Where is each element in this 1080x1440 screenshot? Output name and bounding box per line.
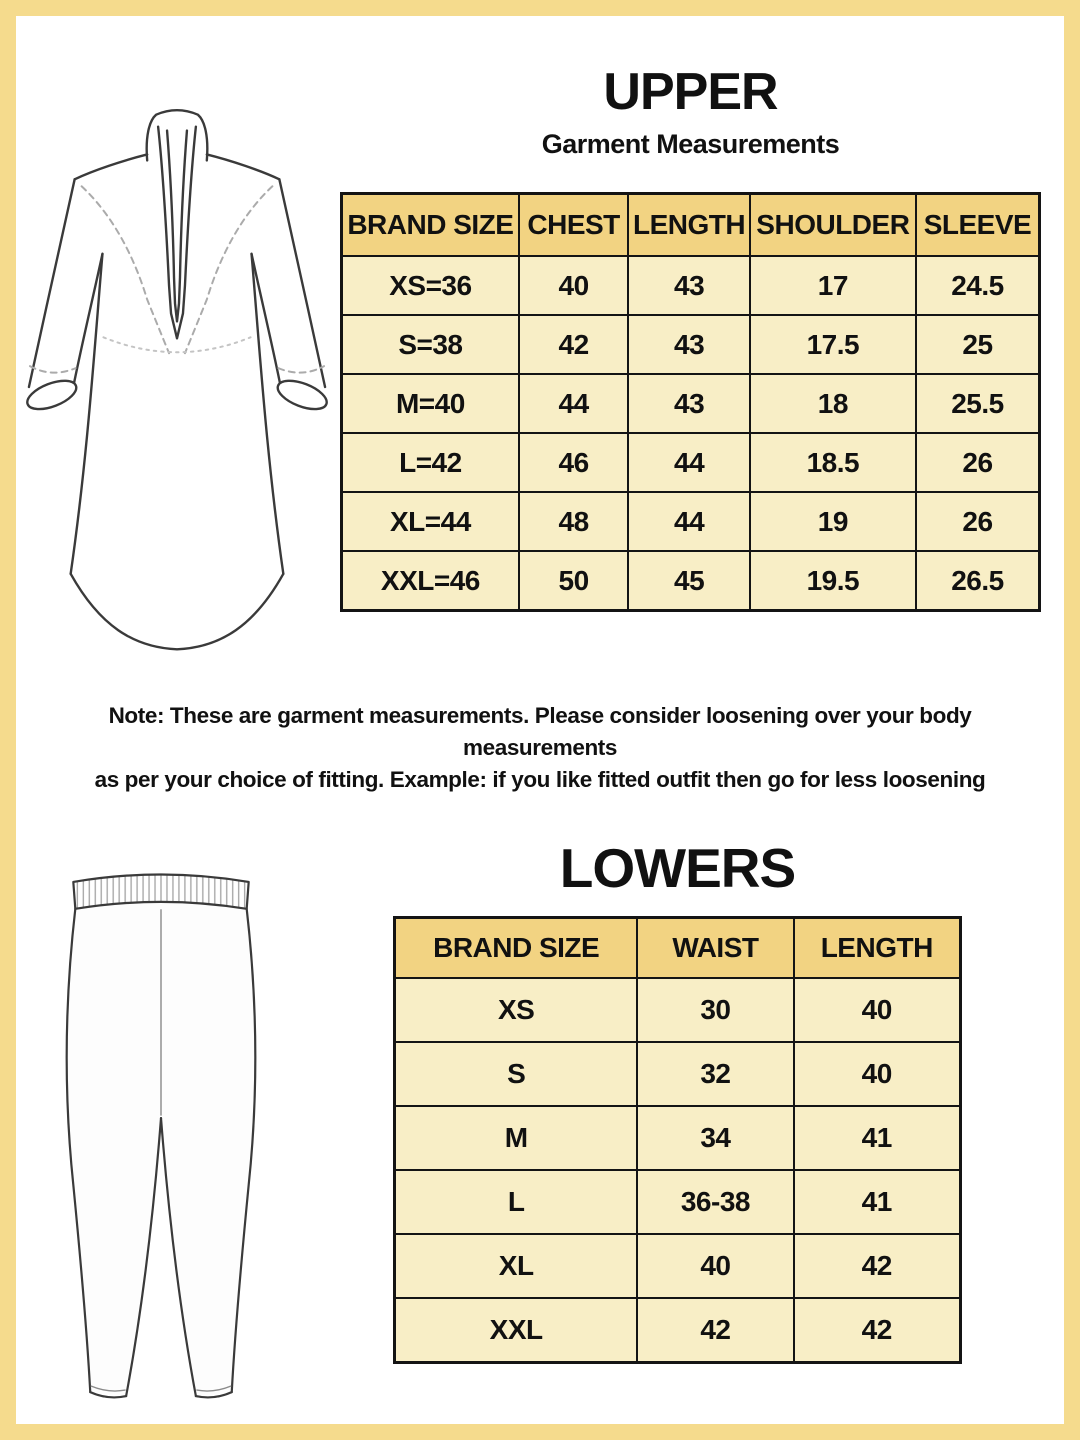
column-header-brand-size: BRAND SIZE bbox=[342, 194, 519, 257]
upper-size-table bbox=[340, 192, 1041, 612]
garment-measurements-subtitle: Garment Measurements bbox=[541, 129, 840, 160]
note-line-1: Note: These are garment measurements. Please consider loosening over your body measurements bbox=[108, 703, 972, 760]
note-line-2: as per your choice of fitting. Example: if you like fitted outfit then go for less loosening bbox=[94, 766, 986, 792]
table-row bbox=[395, 1106, 961, 1170]
measurement-cell: 43 bbox=[628, 315, 749, 374]
kurta-illustration bbox=[18, 108, 336, 666]
column-header-length: LENGTH bbox=[794, 918, 961, 979]
size-cell: XXL bbox=[395, 1298, 638, 1363]
measurement-cell: 43 bbox=[628, 256, 749, 315]
table-row bbox=[395, 1170, 961, 1234]
measurement-cell: 40 bbox=[794, 978, 961, 1042]
measurement-cell: 19 bbox=[750, 492, 916, 551]
measurement-cell: 42 bbox=[794, 1234, 961, 1298]
table-row bbox=[395, 978, 961, 1042]
table-row bbox=[342, 551, 1040, 611]
lowers-title: LOWERS bbox=[559, 837, 796, 899]
size-cell: L=42 bbox=[342, 433, 519, 492]
measurement-cell: 43 bbox=[628, 374, 749, 433]
table-row bbox=[342, 315, 1040, 374]
measurement-cell: 42 bbox=[519, 315, 629, 374]
measurement-cell: 32 bbox=[637, 1042, 793, 1106]
measurement-cell: 34 bbox=[637, 1106, 793, 1170]
measurement-cell: 41 bbox=[794, 1106, 961, 1170]
measurement-cell: 26 bbox=[916, 433, 1040, 492]
lowers-table-header-row bbox=[395, 918, 961, 979]
measurement-cell: 25.5 bbox=[916, 374, 1040, 433]
table-row bbox=[342, 433, 1040, 492]
column-header-brand-size: BRAND SIZE bbox=[395, 918, 638, 979]
upper-section-header bbox=[340, 64, 1041, 160]
size-cell: XS=36 bbox=[342, 256, 519, 315]
lowers-size-table bbox=[393, 916, 962, 1364]
measurement-cell: 44 bbox=[628, 433, 749, 492]
column-header-sleeve: SLEEVE bbox=[916, 194, 1040, 257]
measurement-cell: 17.5 bbox=[750, 315, 916, 374]
measurement-cell: 45 bbox=[628, 551, 749, 611]
measurement-cell: 25 bbox=[916, 315, 1040, 374]
column-header-chest: CHEST bbox=[519, 194, 629, 257]
measurement-cell: 18.5 bbox=[750, 433, 916, 492]
size-cell: M bbox=[395, 1106, 638, 1170]
pants-illustration bbox=[55, 866, 267, 1424]
upper-table-header-row bbox=[342, 194, 1040, 257]
measurement-cell: 40 bbox=[794, 1042, 961, 1106]
column-header-shoulder: SHOULDER bbox=[750, 194, 916, 257]
measurement-cell: 41 bbox=[794, 1170, 961, 1234]
measurement-cell: 18 bbox=[750, 374, 916, 433]
measurement-cell: 50 bbox=[519, 551, 629, 611]
kurta-line-drawing-svg bbox=[18, 108, 336, 666]
size-cell: XXL=46 bbox=[342, 551, 519, 611]
measurement-cell: 46 bbox=[519, 433, 629, 492]
table-row bbox=[342, 256, 1040, 315]
column-header-length: LENGTH bbox=[628, 194, 749, 257]
measurement-cell: 42 bbox=[794, 1298, 961, 1363]
size-cell: XL=44 bbox=[342, 492, 519, 551]
measurement-cell: 40 bbox=[637, 1234, 793, 1298]
table-row bbox=[342, 492, 1040, 551]
measurement-cell: 40 bbox=[519, 256, 629, 315]
measurement-cell: 26.5 bbox=[916, 551, 1040, 611]
measurement-cell: 48 bbox=[519, 492, 629, 551]
measurement-cell: 26 bbox=[916, 492, 1040, 551]
size-cell: XL bbox=[395, 1234, 638, 1298]
table-row bbox=[395, 1298, 961, 1363]
size-cell: L bbox=[395, 1170, 638, 1234]
measurement-cell: 30 bbox=[637, 978, 793, 1042]
note-text bbox=[70, 700, 1010, 796]
upper-title: UPPER bbox=[603, 63, 778, 121]
measurement-cell: 36-38 bbox=[637, 1170, 793, 1234]
measurement-cell: 44 bbox=[519, 374, 629, 433]
table-row bbox=[395, 1042, 961, 1106]
table-row bbox=[395, 1234, 961, 1298]
measurement-cell: 17 bbox=[750, 256, 916, 315]
size-cell: XS bbox=[395, 978, 638, 1042]
measurement-cell: 44 bbox=[628, 492, 749, 551]
size-cell: M=40 bbox=[342, 374, 519, 433]
measurement-cell: 19.5 bbox=[750, 551, 916, 611]
measurement-cell: 42 bbox=[637, 1298, 793, 1363]
table-row bbox=[342, 374, 1040, 433]
size-cell: S bbox=[395, 1042, 638, 1106]
size-cell: S=38 bbox=[342, 315, 519, 374]
pants-line-drawing-svg bbox=[55, 866, 267, 1424]
measurement-cell: 24.5 bbox=[916, 256, 1040, 315]
column-header-waist: WAIST bbox=[637, 918, 793, 979]
